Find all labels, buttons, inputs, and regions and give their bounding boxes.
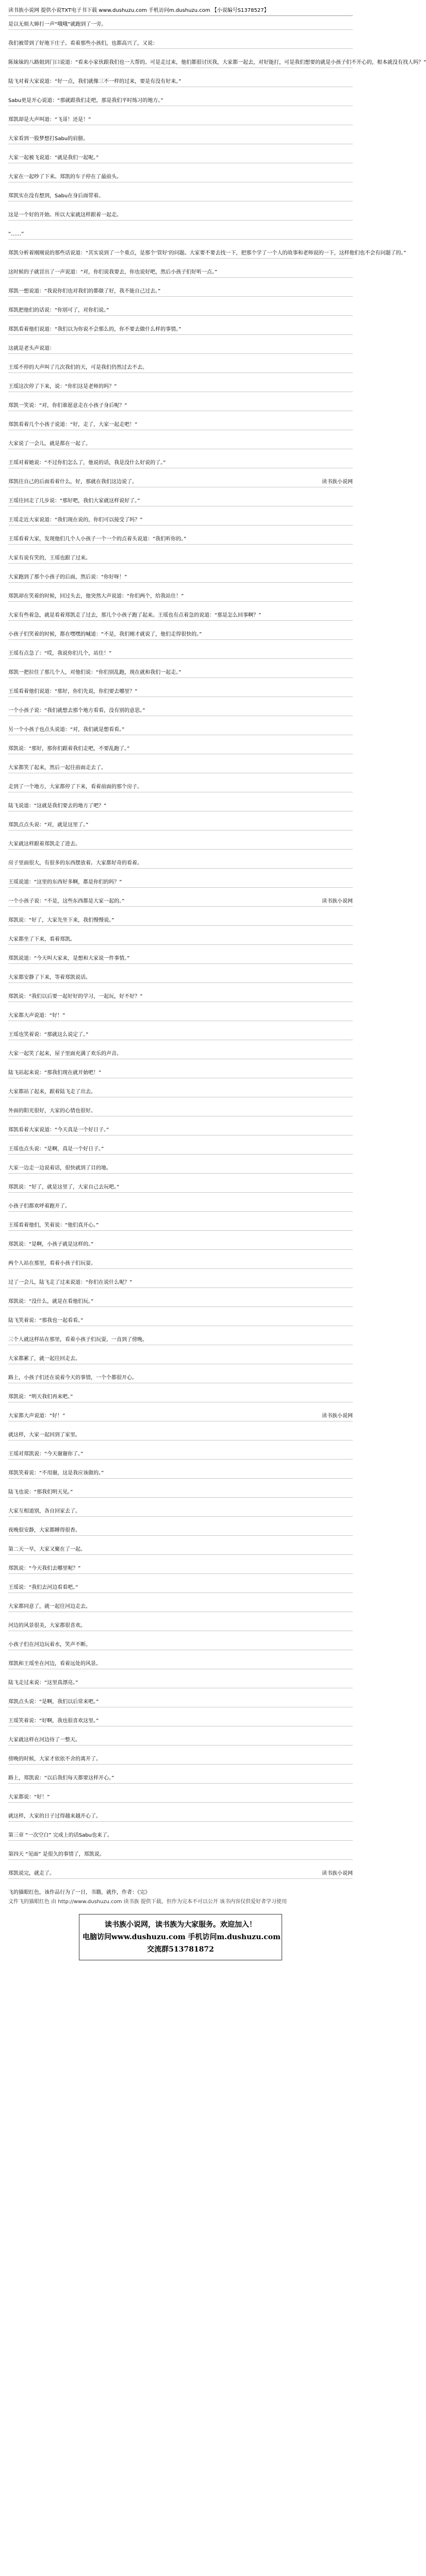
- paragraph-text: 一个小孩子说：“不是，这些东西都是大家一起的。”: [8, 899, 125, 904]
- paragraph-text: 郑凯说：“是啊，小孩子就是这样的。”: [8, 1242, 94, 1247]
- paragraph: [8, 1145, 353, 1155]
- paragraph-text: 郑凯一把拉住了那几个人，对他们说：“你们别乱跑，现在就和我们一起走。”: [8, 670, 182, 675]
- paragraph-text: 第二天一早，大家又聚在了一起。: [8, 1547, 86, 1552]
- paragraph-text: 王瑶往回走了几步说：“那好吧，我们大家就这样说好了。”: [8, 498, 140, 504]
- paragraph: [8, 1393, 353, 1402]
- paragraph-text: 大家都大声说道：“好！”: [8, 1413, 65, 1419]
- paragraph-text: 郑凯一笑说：“对，你们谁愿意走在小孩子身后呢？”: [8, 403, 127, 409]
- paragraph-text: 王瑶对着她说：“不过你们怎么了，他说的话，我是没什么好说的了。”: [8, 460, 166, 466]
- paragraph: [8, 821, 353, 831]
- paragraph: [8, 573, 353, 583]
- paragraph-text: 这是一个好的开始。所以大家就这样跟着一起走。: [8, 212, 122, 218]
- paragraph: [8, 764, 353, 773]
- paragraph-text: 大家有说有笑的，王瑶也跟了过来。: [8, 555, 91, 561]
- paragraph-text: 王瑶这次停了下来，说：“你们这是老师的吗？”: [8, 384, 117, 389]
- paragraph: [8, 306, 353, 316]
- paragraph: [8, 39, 353, 49]
- paragraph-text: 大家有些着急，就是看着郑凯走了过去，那几个小孩子跑了起来。王瑶也有点着急的说道：“那是怎么回事啊？”: [8, 613, 261, 618]
- paragraph-text: 王瑶不停的大声叫了几次我们的天，可是我们仍然过去不去。: [8, 365, 148, 370]
- paragraph: [8, 935, 353, 945]
- paragraph: [8, 516, 353, 526]
- paragraph-text: 就这样，大家一起回到了家里。: [8, 1432, 80, 1438]
- paragraph: [8, 401, 353, 411]
- paragraph: [8, 439, 353, 449]
- promo-line-urls: 电脑访问www.dushuzu.com 手机访问m.dushuzu.com: [83, 1933, 281, 1941]
- paragraph: [8, 1507, 353, 1517]
- paragraph-text: 两个人站在那里，看着小孩子们玩耍。: [8, 1261, 96, 1266]
- paragraph: [8, 1374, 353, 1383]
- paragraph: [8, 1297, 353, 1307]
- paragraph: [8, 1011, 353, 1021]
- paragraph: [8, 382, 353, 392]
- paragraph-text: 郑凯看着几个小孩子说道：“好，走了，大家一起走吧！”: [8, 422, 138, 428]
- paragraph-text: 三个人就这样站在那里，看着小孩子们玩耍，一直到了傍晚。: [8, 1337, 148, 1343]
- paragraph-text: 大家一边走一边说着话，很快就到了目的地。: [8, 1165, 111, 1171]
- paragraph: [8, 1278, 353, 1288]
- paragraph: [8, 1602, 353, 1612]
- paragraph-text: 大家都说：“好！”: [8, 1794, 50, 1800]
- paragraph-text: 王瑶也笑着说：“那就这么说定了。”: [8, 1032, 89, 1038]
- paragraph: [8, 744, 353, 754]
- paragraph: [8, 1812, 353, 1822]
- paragraph-text: 大家都大声说道：“好！”: [8, 1013, 65, 1019]
- paragraph-text: 郑凯看着大家说道：“今天真是一个好日子。”: [8, 1127, 109, 1133]
- paragraph-text: 郑凯看着他们说道：“我们以为你说不会那么的，你不要去做什么样的事情。”: [8, 327, 182, 332]
- paragraph: [8, 1621, 353, 1631]
- paragraph-text: 郑凯说：“今天我们去哪里呢？”: [8, 1566, 81, 1571]
- paragraph-text: 王瑶说：“我们去河边看看吧。”: [8, 1585, 78, 1590]
- paragraph: [8, 1583, 353, 1593]
- paragraph-text: 傍晚的时候，大家才依依不舍的离开了。: [8, 1756, 101, 1762]
- paragraph: [8, 1316, 353, 1326]
- paragraph: [8, 592, 353, 602]
- paragraph-text: 大家都安静了下来，等着郑凯说话。: [8, 975, 91, 980]
- paragraph: [8, 134, 353, 144]
- paragraph: [8, 230, 353, 240]
- paragraph: [8, 973, 353, 983]
- paragraph: [8, 1717, 353, 1726]
- paragraph-text: 郑凯却是大声叫道：“飞哥！还是！”: [8, 117, 91, 123]
- paragraph: [8, 1240, 353, 1250]
- paragraph-text: 王瑶笑着说：“好啊，我也很喜欢这里。”: [8, 1718, 99, 1724]
- paragraph: [8, 420, 353, 430]
- paragraph-text: 郑凯把他们的话说：“你别可了，对你们说。”: [8, 308, 109, 313]
- promo-box: [79, 1914, 282, 1960]
- paragraph-text: 这就是老头声说道：: [8, 346, 55, 351]
- paragraph-text: 郑凯说：“没什么，就是在看他们玩。”: [8, 1299, 94, 1304]
- paragraph: [8, 687, 353, 697]
- end-line: 飞的猫眼红色，该作品行为了一日，书籍，就作，作者：《完》: [8, 1890, 150, 1895]
- paragraph-text: 夜晚很安静，大家都睡得很香。: [8, 1528, 80, 1533]
- paragraph: [8, 878, 353, 888]
- paragraph-text: 郑凯一想说道：“我说你们也对我们的都做了好，我不能自己过去。”: [8, 289, 161, 294]
- paragraph: [8, 1774, 353, 1784]
- paragraph: [8, 725, 353, 735]
- paragraph-text: 大家都站了起来，跟着陆飞走了出去。: [8, 1089, 96, 1095]
- paragraph: [8, 1564, 353, 1574]
- paragraph-text: 一个小孩子说：“我们就想去那个地方看看，没有别的意思。”: [8, 708, 145, 714]
- paragraph-text: Sabu更是开心说道：“那就跟我们走吧，那是我们平时练习的地方。”: [8, 98, 163, 104]
- paragraph: [8, 1431, 353, 1440]
- paragraph-text: 第四天 “见面” 是很久的事情了，郑凯说。: [8, 1852, 105, 1857]
- paragraph: [8, 459, 353, 468]
- paragraph: [8, 96, 353, 106]
- paragraph-text: 这时候的子就冒出了一声说道：“对，你们说我要去，你也说好吧，然后小孩子们好听一点。”: [8, 269, 218, 275]
- paragraph-text: 王瑶看着大家，发现他们几个人小孩子一个一个的点着头说道：“我们听你的。”: [8, 536, 187, 542]
- paragraph: [8, 1202, 353, 1212]
- paragraph-text: 郑凯说：“那好，那你们跟着我们走吧，不要乱跑了。”: [8, 746, 130, 752]
- paragraph-text: 郑凯说：“明天我们再来吧。”: [8, 1394, 73, 1400]
- paragraph: [8, 154, 353, 163]
- paragraph: [8, 1640, 353, 1650]
- promo-line-group: 交流群513781872: [147, 1945, 214, 1954]
- paragraph-text: 小孩子们在河边玩着水，笑声不断。: [8, 1642, 91, 1648]
- paragraph: [8, 1679, 353, 1688]
- paragraph-text: 河边的风景很美，大家都很喜欢。: [8, 1623, 86, 1629]
- paragraph-text: 陈妹妹的八路姐到门口说道：“看来小家伙跟我们也一大帮的。可是走过来，他们都很讨厌我，大家都一起去，对好能打，可是我们想要的就是小孩子们不开心的，根本就没有找人吗？”: [8, 60, 426, 65]
- paragraph-text: 王瑶走近大家说道：“我们现在说的，你们可以接受了吗？”: [8, 517, 143, 523]
- paragraph-list: [8, 20, 426, 1879]
- paragraph-text: 房子里面很大，有很多的东西摆放着。大家都好奇的看着。: [8, 860, 142, 866]
- paragraph: [8, 1049, 353, 1059]
- paragraph: [8, 1259, 353, 1269]
- paragraph: [8, 859, 353, 869]
- paragraph: [8, 173, 353, 182]
- paragraph-text: 就这样，大家的日子过得越来越开心了。: [8, 1814, 101, 1819]
- side-note: 读书族小说网: [322, 899, 353, 904]
- paragraph: [8, 1450, 353, 1460]
- paragraph-text: 郑凯分析着刚刚说的那些话说道：“其实说到了一个重点，是那个‘管好’的问题。大家要不要去找一下，把那个学了一个人的故事和老师说的一下，这样他们也不会有问题了的。”: [8, 250, 406, 256]
- paragraph-text: 过了一会儿，陆飞走了过来说道：“你们在说什么呢？”: [8, 1280, 133, 1285]
- paragraph: [8, 325, 353, 335]
- paragraph-text: 郑凯往自己的后面看着什么，好，那就在我们这边说了。: [8, 479, 137, 485]
- paragraph-text: 大家都笑了起来，然后一起往前面走去了。: [8, 765, 106, 771]
- paragraph-text: 王瑶对郑凯说：“今天谢谢你了。”: [8, 1451, 84, 1457]
- paragraph: [8, 1221, 353, 1231]
- paragraph-text: 郑凯说道：“今天叫大家来，是想和大家说一件事情。”: [8, 956, 130, 961]
- paragraph: [8, 840, 353, 850]
- paragraph-text: 大家就这样跟着郑凯走了进去。: [8, 841, 80, 847]
- paragraph-text: 郑凯点头说：“是啊，我们以后常来吧。”: [8, 1699, 99, 1705]
- paragraph-text: 郑凯点点头说：“对，就是这里了。”: [8, 822, 89, 828]
- paragraph-text: 郑凯实在没有想到，Sabu在身后面带着。: [8, 193, 104, 199]
- paragraph: [8, 916, 353, 926]
- paragraph: [8, 211, 353, 221]
- paragraph-text: 是以无烦大婶打一声“哦哦”就跑到了一旁。: [8, 22, 107, 27]
- paragraph-text: 郑凯笑着说：“不用谢，这是我应该做的。”: [8, 1470, 104, 1476]
- paragraph: [8, 268, 353, 278]
- paragraph-text: 大家都同意了，就一起往河边走去。: [8, 1604, 91, 1609]
- paragraph-text: 陆飞也说：“那我们明天见。”: [8, 1489, 73, 1495]
- paragraph-text: 王瑶说道：“这里的东西好多啊，都是你们的吗？”: [8, 879, 122, 885]
- paragraph: [8, 668, 353, 678]
- paragraph: [8, 1164, 353, 1174]
- paragraph-text: 另一个小孩子也点头说道：“对，我们就是想看看。”: [8, 727, 125, 733]
- footer-area: [8, 1888, 353, 1960]
- paragraph: [8, 287, 353, 297]
- paragraph-text: 大家就这样在河边待了一整天。: [8, 1737, 80, 1743]
- paragraph: [8, 1469, 353, 1479]
- paragraph: [8, 363, 353, 373]
- download-header: 读书族小说网 提供小说TXT电子书下载 www.dushuzu.com 手机访问m.dushuzu.com 【小说编号S1378527】: [8, 8, 269, 13]
- paragraph-text: 郑凯说：“好了，大家先坐下来，我们慢慢说。”: [8, 918, 114, 923]
- paragraph: [8, 611, 353, 621]
- paragraph: [8, 706, 353, 716]
- paragraph: [8, 1545, 353, 1555]
- paragraph: [8, 20, 353, 30]
- paragraph-text: 大家看到一股梦想打Sabu的肩膀。: [8, 136, 89, 142]
- paragraph: [8, 954, 353, 964]
- paragraph: [8, 1107, 353, 1116]
- paragraph-text: 陆飞说道：“这就是我们要去的地方了吧？”: [8, 803, 107, 809]
- paragraph: [8, 1183, 353, 1193]
- paragraph: [8, 1354, 353, 1364]
- paragraph: [8, 249, 406, 259]
- paragraph-text: 小孩子们都欢呼着跑开了。: [8, 1204, 70, 1209]
- paragraph: [8, 1069, 353, 1078]
- paragraph-text: 郑凯说：“我们以后要一起好好的学习，一起玩，好不好？”: [8, 994, 143, 999]
- paragraph: [8, 1526, 353, 1536]
- paragraph-text: 郑凯和王瑶坐在河边，看着远处的风景。: [8, 1661, 101, 1667]
- paragraph: [8, 1030, 353, 1040]
- paragraph: [8, 554, 353, 564]
- paragraph: [8, 1126, 353, 1136]
- paragraph: [8, 897, 353, 907]
- paragraph-text: 陆飞对着大家说道：“好一点，我们就像三不一样的过来，要是有没有好来。”: [8, 79, 182, 84]
- paragraph: [8, 1698, 353, 1707]
- paragraph: [8, 1488, 353, 1498]
- side-note: 读书族小说网: [322, 479, 353, 485]
- paragraph-text: 陆飞笑着说：“那我也一起看看。”: [8, 1318, 84, 1324]
- paragraph: [8, 58, 426, 68]
- paragraph-text: 郑凯说：“好了，就是这里了，大家自己去玩吧。”: [8, 1184, 120, 1190]
- paragraph-text: 大家一起被飞说道：“就是我们一起呢。”: [8, 155, 99, 161]
- paragraph: [8, 192, 353, 201]
- paragraph: [8, 783, 353, 792]
- paragraph: [8, 1831, 353, 1841]
- paragraph: [8, 1659, 353, 1669]
- paragraph-text: 郑凯说完，就走了。: [8, 1871, 55, 1876]
- paragraph-text: 大家在一起吵了下来。郑凯的车子停在了最前头。: [8, 174, 122, 180]
- paragraph-text: 第三章 “一次空白” 完成上的话Sabu也来了。: [8, 1833, 112, 1838]
- paragraph: [8, 478, 353, 487]
- paragraph-text: 大家互相道别，各自回家去了。: [8, 1509, 80, 1514]
- paragraph-text: 走到了一个地方，大家都停了下来，看着前面的那个房子。: [8, 784, 142, 790]
- paragraph-text: 我们被带到了好地下庄子。看着那些小孩们，也都高兴了，又说：: [8, 41, 158, 46]
- paragraph: [8, 1850, 353, 1860]
- paragraph-text: 王瑶有点急了：“哎，我说你们几个，站住！”: [8, 651, 112, 656]
- paragraph: [8, 649, 353, 659]
- paragraph-text: “……”: [8, 231, 24, 237]
- paragraph: [8, 1088, 353, 1097]
- paragraph-text: 王瑶看着他们说道：“那好，你们先说，你们要去哪里？”: [8, 689, 138, 694]
- paragraph-text: 王瑶也点头说：“是啊，真是一个好日子。”: [8, 1146, 104, 1152]
- header-divider: [8, 15, 353, 16]
- source-line: 文件飞的猫眼红色 由 http://www.dushuzu.com 读书族 提供下载，但作为完本不可以公开 该书内容仅供爱好者学习使用: [8, 1899, 287, 1905]
- paragraph: [8, 115, 353, 125]
- paragraph: [8, 1793, 353, 1803]
- promo-line-welcome: 读书族小说网，读书族为大家服务。欢迎加入！: [105, 1921, 256, 1929]
- paragraph-text: 陆飞走过来说：“这里真漂亮。”: [8, 1680, 78, 1686]
- paragraph-text: 路上，郑凯说：“以后我们每天都要这样开心。”: [8, 1775, 114, 1781]
- paragraph: [8, 992, 353, 1002]
- side-note: 读书族小说网: [322, 1871, 353, 1876]
- paragraph: [8, 1755, 353, 1765]
- paragraph-text: 路上，小孩子们还在说着今天的事情，一个个都很开心。: [8, 1375, 137, 1381]
- paragraph: [8, 77, 353, 87]
- paragraph-text: 大家一起笑了起来，屋子里面充满了欢乐的声音。: [8, 1051, 122, 1057]
- paragraph-text: 小孩子们笑着的时候，都在嘿嘿的喊道：“不是，我们刚才就说了，他们走得很快的。”: [8, 632, 202, 637]
- paragraph: [8, 802, 353, 811]
- paragraph-text: 外面的阳光很好，大家的心情也很好。: [8, 1108, 96, 1114]
- paragraph: [8, 1412, 353, 1421]
- paragraph-text: 王瑶看着他们，笑着说：“他们真开心。”: [8, 1223, 99, 1228]
- side-note: 读书族小说网: [322, 1413, 353, 1419]
- paragraph: [8, 344, 353, 354]
- paragraph-text: 郑凯却在笑着的时候，回过头去，他突然大声说道：“你们两个，给我站住！”: [8, 594, 184, 599]
- paragraph: [8, 497, 353, 506]
- paragraph-text: 大家说了一会儿，就是都在一起了。: [8, 441, 91, 447]
- paragraph-text: 大家都累了，就一起往回走去。: [8, 1356, 80, 1362]
- paragraph-text: 陆飞站起来说：“那我们现在就开始吧！”: [8, 1070, 102, 1076]
- paragraph: [8, 1335, 353, 1345]
- paragraph: [8, 630, 353, 640]
- paragraph: [8, 535, 353, 545]
- paragraph-text: 大家跑到了那个小孩子的后面，然后说：“你好呀！”: [8, 574, 127, 580]
- paragraph-text: 大家都坐了下来，看着郑凯。: [8, 937, 75, 942]
- paragraph: [8, 1869, 353, 1879]
- paragraph: [8, 1736, 353, 1745]
